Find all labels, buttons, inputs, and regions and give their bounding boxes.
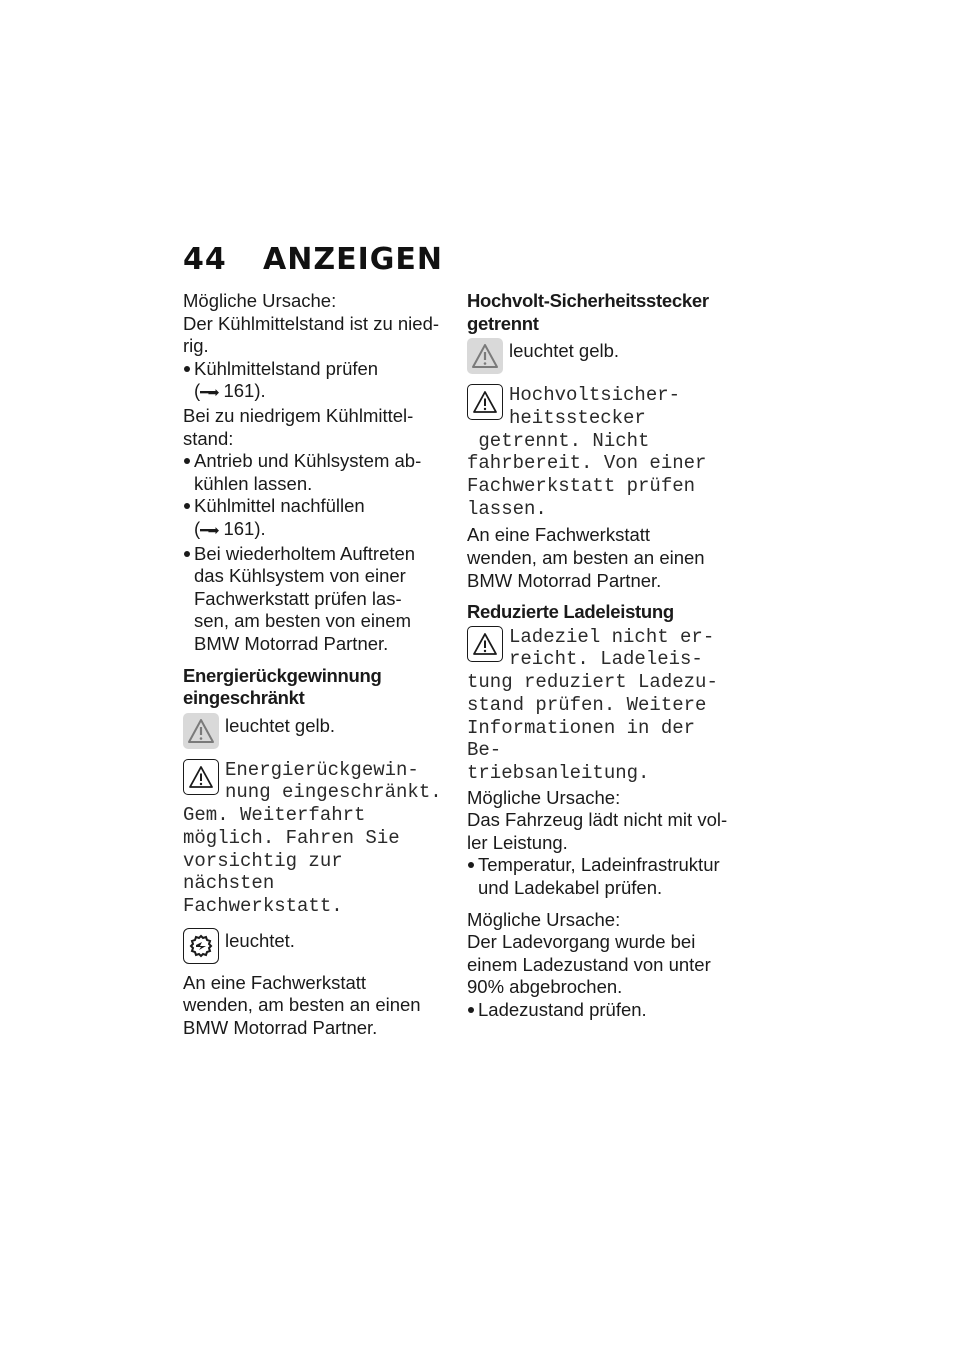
drive-system-icon [183,928,219,964]
section-heading-hv: Hochvolt-Sicherheitsstecker [467,290,709,311]
bullet-check-charge: Ladezustand prüfen. [467,999,729,1022]
arrow-ref-icon: ━➡ [200,385,219,402]
cause-text: Das Fahrzeug lädt nicht mit vol- [467,809,728,831]
section-heading-energy-cont: eingeschränkt [183,687,305,709]
left-column [183,290,445,1039]
section-title: ANZEIGEN [263,242,443,277]
right-column [467,290,729,1022]
page-ref[interactable]: (━➡ 161). [194,517,266,539]
section-heading-charging: Reduzierte Ladeleistung [467,601,674,623]
display-message-charging: Ladeziel nicht er- reicht. Ladeleis- tung reduziert Ladezu- stand prüfen. Weitere Informationen in der Be- triebsanleitung. [467,625,718,784]
workshop-text-cont: wenden, am besten an einen [467,547,705,568]
workshop-text-cont: wenden, am besten an einen [183,994,421,1016]
bullet-check-coolant: Kühlmittelstand prüfen (━➡ 161). [183,358,445,405]
page-header [183,242,443,277]
cause-label: Mögliche Ursache: [467,908,621,930]
cause-text: Der Ladevorgang wurde bei [467,931,696,953]
bullet-check-infrastructure: Temperatur, Ladeinfrastruktur und Ladekabel prüfen. [467,854,729,899]
cause-text: Der Kühlmittelstand ist zu nied- [183,312,440,334]
warning-triangle-icon [467,626,503,662]
cause-text-cont: einem Ladezustand von unter [467,953,711,975]
workshop-text: An eine Fachwerkstatt [183,971,367,993]
low-level-text: Bei zu niedrigem Kühlmittel- [183,404,414,426]
bullet-repeat: Bei wiederholtem Auftreten das Kühlsystem von einer Fachwerkstatt prüfen las- sen, am besten von einem BMW Motorrad Partner. [183,543,445,656]
cause-text-cont2: 90% abgebrochen. [467,976,623,998]
lamp-status: leuchtet gelb. [225,714,336,736]
section-heading-hv-cont: getrennt [467,312,539,334]
cause-text-cont: rig. [183,335,209,357]
cause-label: Mögliche Ursache: [183,290,337,311]
display-message-hv: Hochvoltsicher- heitsstecker getrennt. Nicht fahrbereit. Von einer Fachwerkstatt prüfen lassen. [467,384,707,520]
cause-text-cont: ler Leistung. [467,831,568,853]
cause-label: Mögliche Ursache: [467,786,621,808]
warning-triangle-icon [183,759,219,795]
page-ref[interactable]: (━➡ 161). [194,380,266,402]
workshop-text-cont2: BMW Motorrad Partner. [467,569,662,591]
workshop-text: An eine Fachwerkstatt [467,524,651,546]
warning-triangle-icon [467,384,503,420]
bullet-refill: Kühlmittel nachfüllen (━➡ 161). [183,495,445,542]
display-message-energy: Energierückgewin- nung eingeschränkt. Gem. Weiterfahrt möglich. Fahren Sie vorsichtig zur nächsten Fachwerkstatt. [183,758,442,917]
lamp-status: leuchtet. [225,929,295,951]
bullet-cool-down: Antrieb und Kühlsystem ab- kühlen lassen. [183,450,445,495]
lamp-status: leuchtet gelb. [509,340,620,362]
workshop-text-cont2: BMW Motorrad Partner. [183,1016,378,1038]
arrow-ref-icon: ━➡ [200,522,219,539]
warning-lamp-icon [467,338,503,374]
page-number: 44 [183,242,227,277]
low-level-text-cont: stand: [183,427,234,449]
section-heading-energy: Energierückgewinnung [183,664,382,686]
warning-lamp-icon [183,713,219,749]
